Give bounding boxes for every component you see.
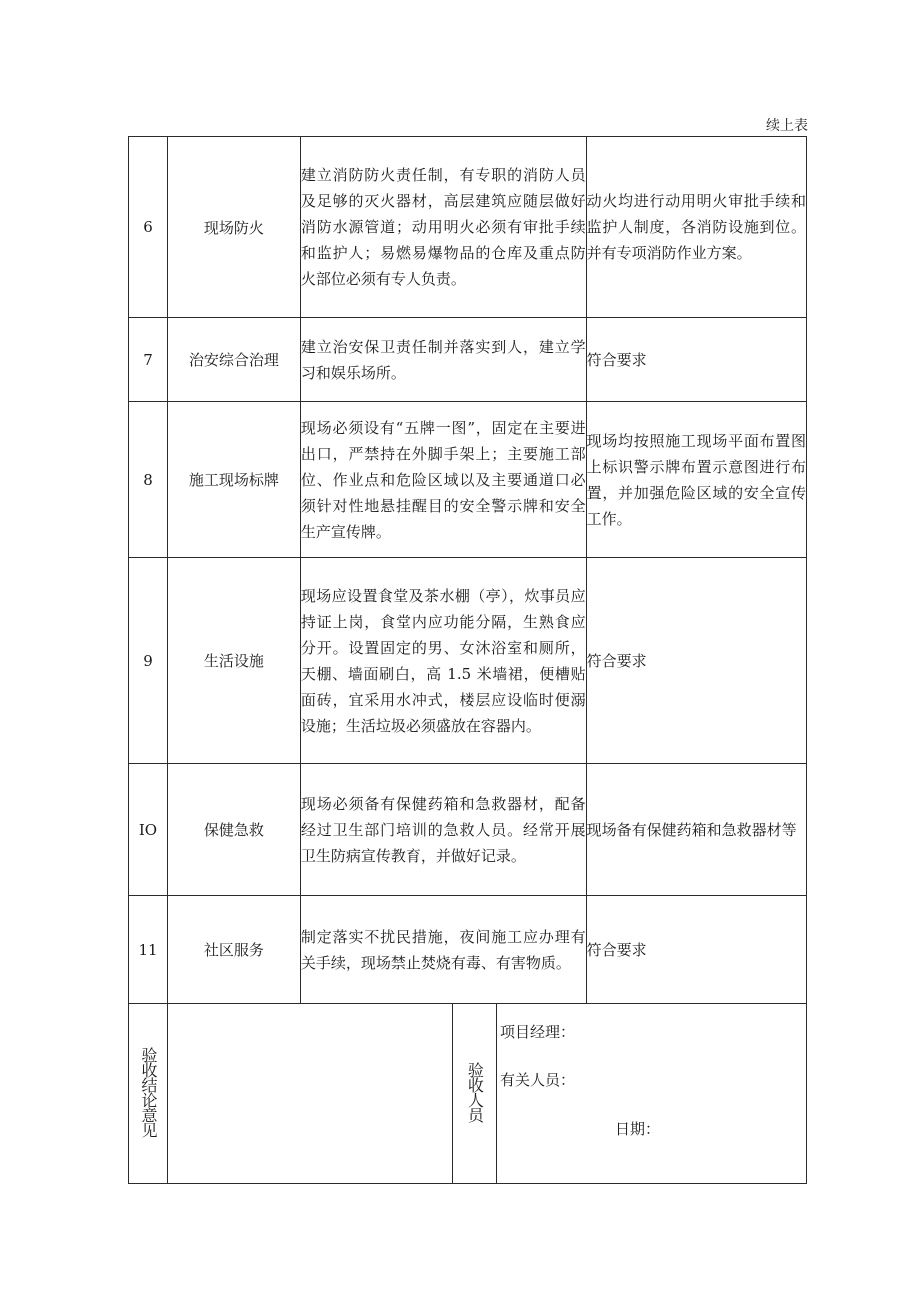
conclusion-label-cell [129, 1004, 168, 1184]
table-row-10 [129, 764, 807, 896]
date-label: 日期： [614, 1120, 660, 1138]
row-item: 生活设施 [168, 558, 301, 764]
table-row-8 [129, 402, 807, 558]
inspector-label: 验收人员 [465, 1061, 485, 1122]
table-row-11 [129, 896, 807, 1004]
row-number: IO [129, 764, 168, 896]
row-result: 现场均按照施工现场平面布置图上标识警示牌布置示意图进行布置，并加强危险区域的安全宣传工作。 [586, 402, 806, 558]
row-requirement: 现场必须备有保健药箱和急救器材，配备经过卫生部门培训的急救人员。经常开展卫生防病宣传教育，并做好记录。 [300, 764, 586, 896]
row-item: 社区服务 [168, 896, 301, 1004]
signature-block [496, 1004, 806, 1184]
row-item: 保健急救 [168, 764, 301, 896]
row-result: 符合要求 [586, 558, 806, 764]
row-number: 9 [129, 558, 168, 764]
inspection-table [128, 136, 807, 1184]
table-row-7 [129, 318, 807, 402]
continuation-label: 续上表 [766, 118, 808, 134]
row-requirement: 现场应设置食堂及茶水棚（亭），炊事员应持证上岗，食堂内应功能分隔，生熟食应分开。设置固定的男、女沐浴室和厕所，天棚、墙面刷白，高 1.5 米墙裙，便槽贴面砖，宜采用水冲式，楼层应设临时便溺设施；生活垃圾必须盛放在容器内。 [300, 558, 586, 764]
row-requirement: 建立消防防火责任制，有专职的消防人员及足够的灭火器材，高层建筑应随层做好消防水源管道；动用明火必须有审批手续和监护人；易燃易爆物品的仓库及重点防火部位必须有专人负责。 [300, 137, 586, 318]
table-row-9 [129, 558, 807, 764]
conclusion-label: 验收结论意见 [139, 1046, 158, 1137]
row-requirement: 制定落实不扰民措施，夜间施工应办理有关手续，现场禁止焚烧有毒、有害物质。 [300, 896, 586, 1004]
row-requirement: 现场必须设有“五牌一图”，固定在主要进出口，严禁持在外脚手架上；主要施工部位、作业点和危险区域以及主要通道口必须针对性地悬挂醒目的安全警示牌和安全生产宣传牌。 [300, 402, 586, 558]
table-row-6 [129, 137, 807, 318]
row-number: 7 [129, 318, 168, 402]
related-personnel-label: 有关人员： [499, 1071, 575, 1089]
row-item: 现场防火 [168, 137, 301, 318]
row-number: 8 [129, 402, 168, 558]
row-result: 符合要求 [586, 318, 806, 402]
row-requirement: 建立治安保卫责任制并落实到人，建立学习和娱乐场所。 [300, 318, 586, 402]
row-result: 现场备有保健药箱和急救器材等 [586, 764, 806, 896]
conclusion-field [168, 1004, 453, 1184]
row-result: 动火均进行动用明火审批手续和监护人制度，各消防设施到位。并有专项消防作业方案。 [586, 137, 806, 318]
row-item: 施工现场标牌 [168, 402, 301, 558]
row-result: 符合要求 [586, 896, 806, 1004]
project-manager-label: 项目经理： [499, 1023, 575, 1041]
row-number: 11 [129, 896, 168, 1004]
inspector-label-cell [452, 1004, 496, 1184]
acceptance-row [129, 1004, 807, 1184]
row-item: 治安综合治理 [168, 318, 301, 402]
row-number: 6 [129, 137, 168, 318]
